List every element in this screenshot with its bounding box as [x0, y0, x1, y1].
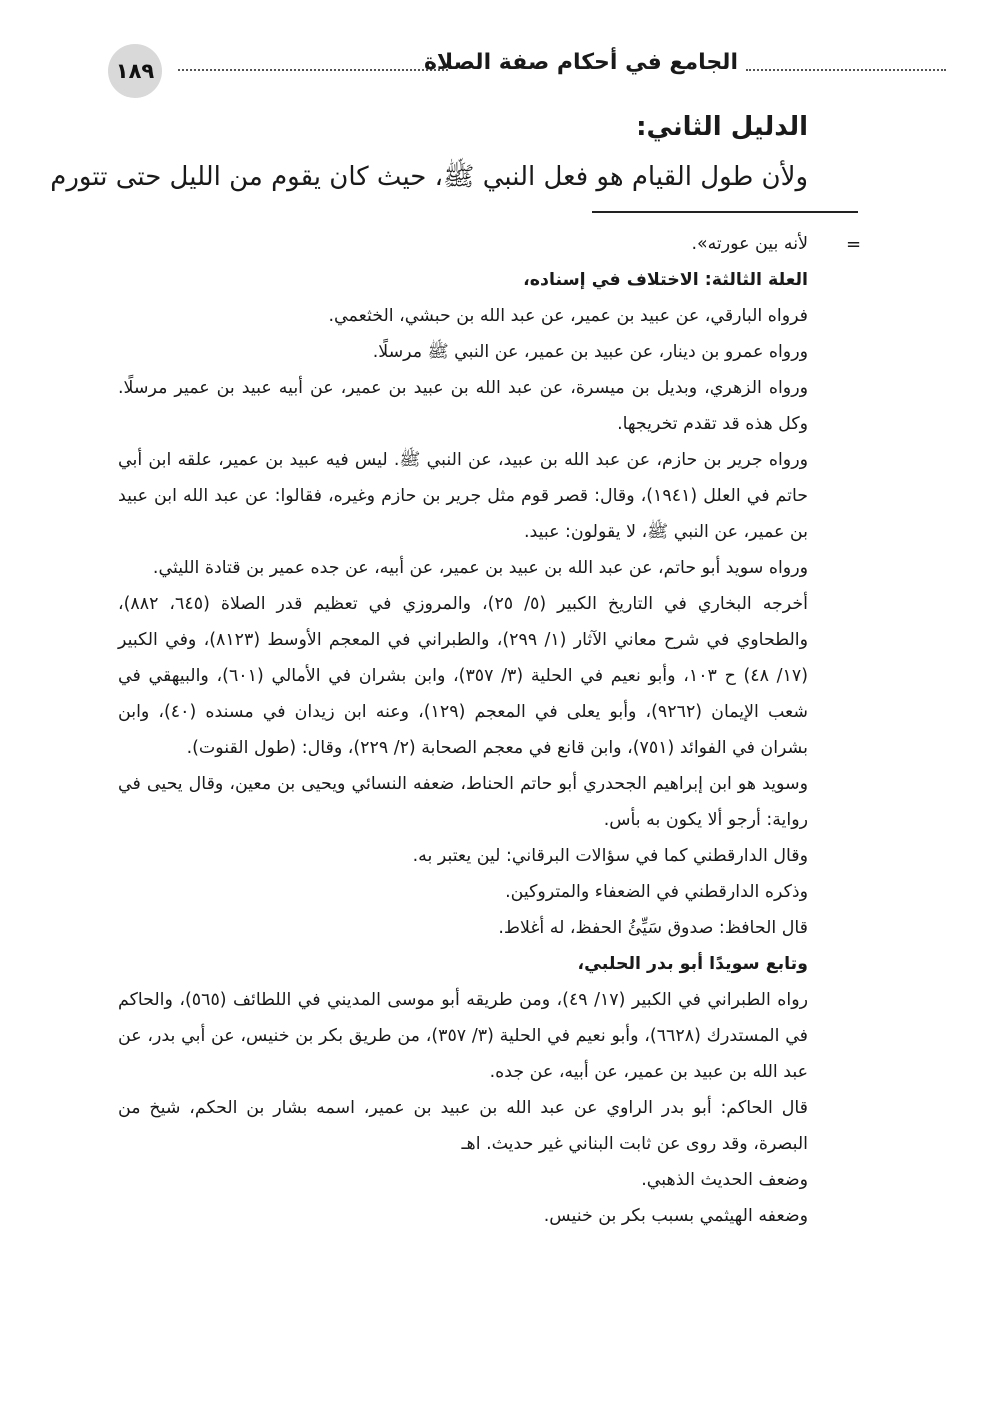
footnote-paragraph: وضعفه الهيثمي بسبب بكر بن خنيس. [543, 1206, 808, 1226]
footnote-paragraph: وضعف الحديث الذهبي. [641, 1170, 808, 1190]
footnote-paragraph: وسويد هو ابن إبراهيم الجحدري أبو حاتم الحناط، ضعفه النسائي ويحيى بن معين، وقال يحيى في رواية: أرجو ألا يكون به بأس. [118, 774, 808, 830]
header-dotted-leader-right [746, 69, 946, 71]
footnote-paragraph: ورواه عمرو بن دينار، عن عبيد بن عمير، عن النبي ﷺ مرسلًا. [372, 342, 808, 362]
main-text-line: ولأن طول القيام هو فعل النبي ﷺ، حيث كان يقوم من الليل حتى تتورم [50, 162, 808, 192]
footnote-paragraph: قال الحافظ: صدوق سَيِّئُ الحفظ، له أغلاط. [498, 918, 808, 938]
footnote-paragraph: ورواه سويد أبو حاتم، عن عبد الله بن عبيد بن عمير، عن أبيه، عن جده عمير بن قتادة الليثي. [152, 558, 808, 578]
footnote-paragraph: وقال الدارقطني كما في سؤالات البرقاني: لين يعتبر به. [412, 846, 808, 866]
footnote-paragraph: لأنه بين عورته». [691, 234, 808, 254]
footnote-separator [592, 211, 858, 213]
footnote-paragraph: ورواه جرير بن حازم، عن عبد الله بن عبيد، عن النبي ﷺ. ليس فيه عبيد بن عمير، علقه ابن أبي حاتم في العلل (١٩٤١)، وقال: قصر قوم مثل جرير بن حازم وغيره، فقالوا: عن عبد الله ابن عبيد بن عمير، عن النبي ﷺ، لا يقولون: عبيد. [118, 450, 808, 542]
book-title: الجامع في أحكام صفة الصلاة [423, 50, 738, 75]
footnote-paragraph: وذكره الدارقطني في الضعفاء والمتروكين. [505, 882, 808, 902]
footnote-paragraph: أخرجه البخاري في التاريخ الكبير (٥/ ٢٥)، والمروزي في تعظيم قدر الصلاة (٦٤٥، ٨٨٢)، والطحاوي في شرح معاني الآثار (١/ ٢٩٩)، والطبراني في المعجم الأوسط (٨١٢٣)، وفي الكبير (١٧/ ٤٨) ح ١٠٣، وأبو نعيم في الحلية (٣/ ٣٥٧)، وابن بشران في الأمالي (٦٠١)، والبيهقي في شعب الإيمان (٩٢٦٢)، وأبو يعلى في المعجم (١٢٩)، وعنه ابن زيدان في مسنده (٤٠)، وابن بشران في الفوائد (٧٥١)، وابن قانع في معجم الصحابة (٢/ ٢٢٩)، وقال: (طول القنوت). [118, 594, 809, 758]
header-dotted-leader-left [178, 69, 448, 71]
footnote-paragraph: رواه الطبراني في الكبير (١٧/ ٤٩)، ومن طريقه أبو موسى المديني في اللطائف (٥٦٥)، والحاكم في المستدرك (٦٦٢٨)، وأبو نعيم في الحلية (٣/ ٣٥٧)، من طريق بكر بن خنيس، عن أبي بدر، عن عبد الله بن عبيد بن عمير، عن أبيه، عن جده. [118, 990, 808, 1082]
footnote-subheading: العلة الثالثة: الاختلاف في إسناده، [523, 270, 808, 290]
footnote-paragraph: قال الحاكم: أبو بدر الراوي عن عبد الله بن عبيد بن عمير، اسمه بشار بن الحكم، شيخ من البصرة، وقد روى عن ثابت البناني غير حديث. اهـ [118, 1098, 808, 1154]
footnote-paragraph: ورواه الزهري، وبديل بن ميسرة، عن عبد الله بن عبيد بن عمير، عن أبيه عبيد بن عمير مرسلًا. وكل هذه قد تقدم تخريجها. [118, 378, 808, 434]
footnote-body [118, 226, 808, 1234]
page-number: ١٨٩ [108, 44, 162, 98]
section-heading: الدليل الثاني: [636, 112, 808, 142]
footnote-subheading: وتابع سويدًا أبو بدر الحلبي، [577, 954, 808, 974]
footnote-continuation-mark: = [846, 234, 862, 255]
page-header [108, 44, 844, 98]
footnote-paragraph: فرواه البارقي، عن عبيد بن عمير، عن عبد الله بن حبشي، الخثعمي. [328, 306, 808, 326]
